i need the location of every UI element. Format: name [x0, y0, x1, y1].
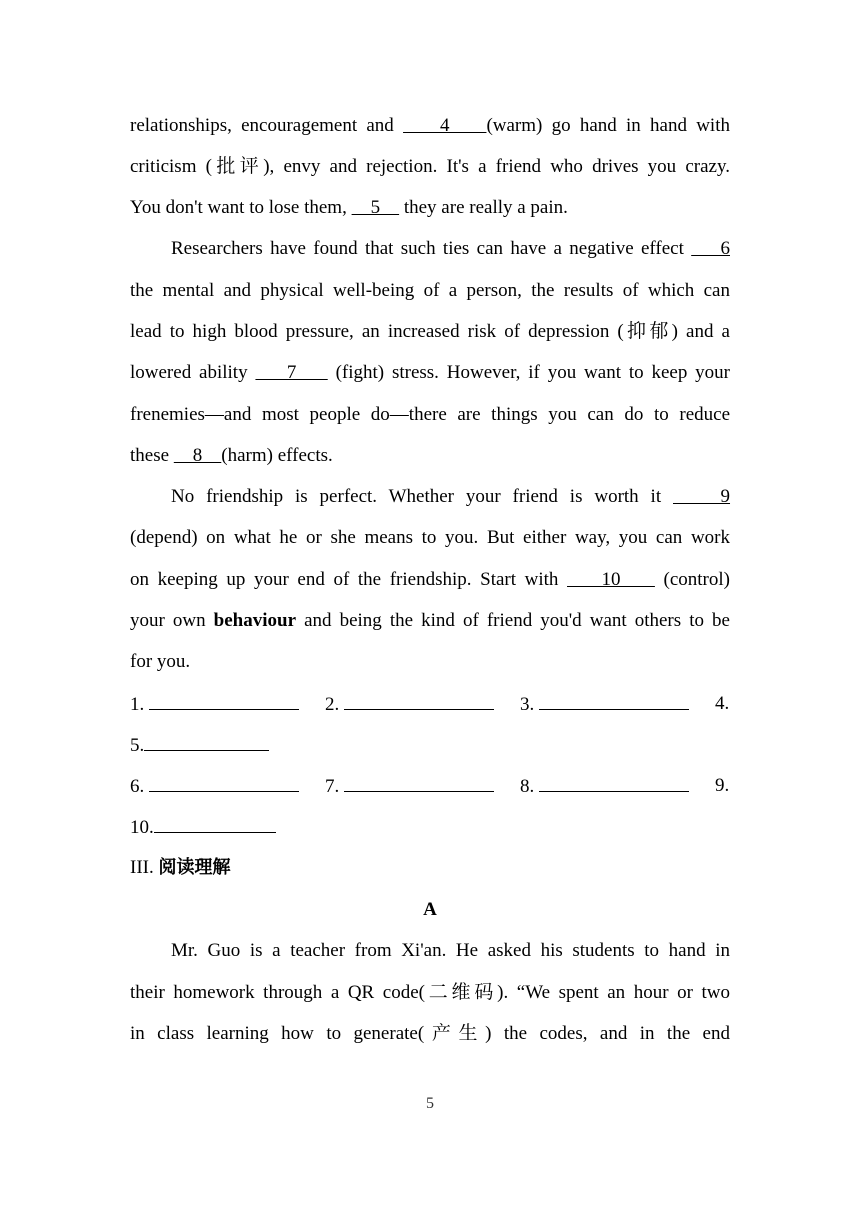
answer-number: 5.	[130, 735, 145, 756]
passage-line: Researchers have found that such ties can have a negative effect 6	[171, 238, 730, 259]
page-number: 5	[426, 1095, 434, 1112]
blank-8: 8	[173, 445, 222, 466]
answer-line-3[interactable]	[539, 692, 689, 710]
answer-number: 8.	[520, 776, 535, 797]
blank-7: 7	[255, 362, 328, 383]
blank-10: 10	[567, 569, 655, 590]
answer-line-8[interactable]	[539, 774, 689, 792]
passage-line: these 8 (harm) effects.	[130, 445, 333, 466]
answer-row	[130, 733, 730, 757]
passage-line: on keeping up your end of the friendship. Start with 10 (control)	[130, 569, 730, 590]
answer-number: 10.	[130, 817, 154, 838]
passage-line: lead to high blood pressure, an increased risk of depression (抑郁) and a	[130, 321, 730, 342]
answer-line-2[interactable]	[344, 692, 494, 710]
passage-line: the mental and physical well-being of a person, the results of which can	[130, 280, 730, 301]
blank-4: 4	[403, 115, 487, 136]
answer-line-5[interactable]	[144, 733, 269, 751]
passage-line: You don't want to lose them, 5 they are really a pain.	[130, 197, 568, 218]
answer-line-6[interactable]	[149, 774, 299, 792]
passage-line: relationships, encouragement and 4 (warm) go hand in hand with	[130, 115, 730, 136]
answer-line-7[interactable]	[344, 774, 494, 792]
answer-row	[130, 774, 730, 798]
answer-row	[130, 815, 730, 839]
answer-number: 1.	[130, 694, 145, 715]
blank-5: 5	[351, 197, 400, 218]
passage-line: No friendship is perfect. Whether your friend is worth it 9	[171, 486, 731, 507]
passage-line: Mr. Guo is a teacher from Xi'an. He asked his students to hand in	[171, 940, 730, 961]
passage-line: lowered ability 7 (fight) stress. However, if you want to keep your	[130, 362, 730, 383]
passage-line: criticism (批评), envy and rejection. It's a friend who drives you crazy.	[130, 156, 730, 177]
passage-line: frenemies—and most people do—there are things you can do to reduce	[130, 404, 730, 425]
answer-number: 2.	[325, 694, 340, 715]
answer-number: 4.	[715, 693, 730, 714]
bold-word: behaviour	[213, 610, 297, 631]
passage-line: in class learning how to generate(产生) the codes, and in the end	[130, 1023, 730, 1044]
blank-6: 6	[691, 238, 730, 259]
answer-line-1[interactable]	[149, 692, 299, 710]
passage-line: for you.	[130, 651, 191, 672]
blank-9: 9	[673, 486, 731, 507]
answer-number: 9.	[715, 775, 730, 796]
answer-row	[130, 692, 730, 716]
answer-number: 6.	[130, 776, 145, 797]
passage-line: (depend) on what he or she means to you. But either way, you can work	[130, 527, 730, 548]
passage-title: A	[423, 899, 437, 920]
passage-line: their homework through a QR code(二维码). “We spent an hour or two	[130, 982, 730, 1003]
passage-line: your own behaviour and being the kind of friend you'd want others to be	[130, 610, 730, 631]
answer-number: 7.	[325, 776, 340, 797]
answer-line-10[interactable]	[154, 815, 276, 833]
answer-number: 3.	[520, 694, 535, 715]
section-heading: III. 阅读理解	[130, 857, 231, 878]
